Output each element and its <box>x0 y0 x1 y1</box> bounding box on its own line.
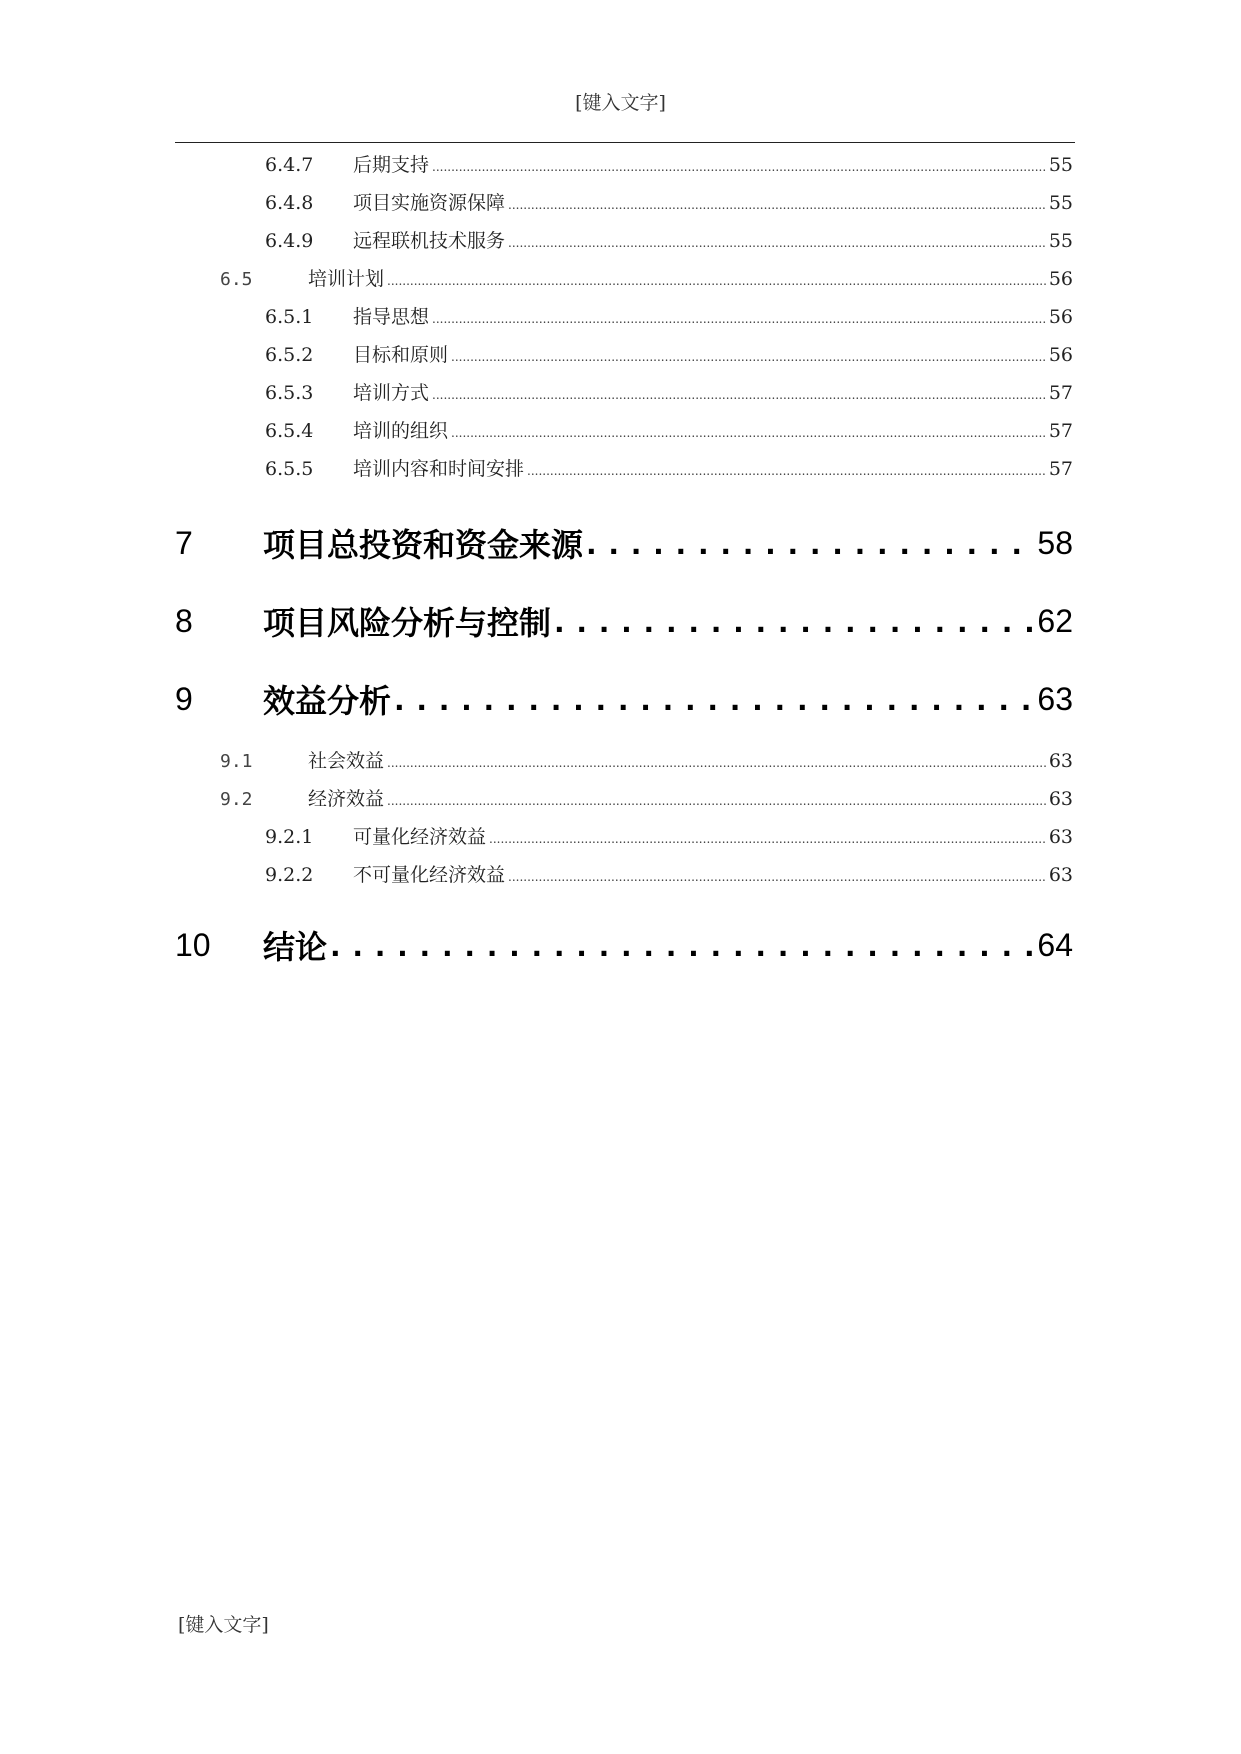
toc-entry-page: 63 <box>1048 826 1073 848</box>
dot-leader <box>508 864 1046 886</box>
dot-leader <box>508 230 1046 252</box>
toc-entry-title: 远程联机技术服务 <box>353 230 506 252</box>
toc-entry-page: 57 <box>1048 458 1073 480</box>
table-of-contents <box>175 150 1073 984</box>
toc-entry-9-1[interactable] <box>175 746 1073 784</box>
toc-entry-title: 可量化经济效益 <box>353 826 487 848</box>
toc-entry-number: 9.1 <box>220 751 253 772</box>
toc-entry-page: 63 <box>1048 750 1073 772</box>
toc-entry-title: 培训方式 <box>353 382 430 404</box>
dot-leader <box>586 524 1034 562</box>
toc-entry-6-4-8[interactable] <box>175 188 1073 226</box>
header-divider <box>175 142 1075 143</box>
toc-entry-page: 63 <box>1048 788 1073 810</box>
dot-leader <box>387 268 1046 290</box>
dot-leader <box>489 826 1046 848</box>
dot-leader <box>527 458 1046 480</box>
toc-entry-6-5-3[interactable] <box>175 378 1073 416</box>
toc-entry-title: 指导思想 <box>353 306 430 328</box>
toc-chapter-page: 64 <box>1037 926 1073 963</box>
toc-entry-number: 9.2.2 <box>265 864 314 886</box>
toc-entry-page: 57 <box>1048 382 1073 404</box>
dot-leader <box>387 750 1046 772</box>
toc-chapter-page: 58 <box>1037 524 1073 561</box>
toc-chapter-10[interactable] <box>175 906 1073 984</box>
dot-leader <box>451 344 1046 366</box>
toc-entry-page: 56 <box>1048 344 1073 366</box>
toc-entry-6-5-4[interactable] <box>175 416 1073 454</box>
toc-entry-title: 不可量化经济效益 <box>353 864 506 886</box>
toc-entry-page: 55 <box>1048 230 1073 252</box>
toc-entry-9-2-1[interactable] <box>175 822 1073 860</box>
toc-entry-number: 6.5.2 <box>265 344 314 366</box>
toc-entry-title: 目标和原则 <box>353 344 449 366</box>
dot-leader <box>432 382 1046 404</box>
toc-entry-page: 63 <box>1048 864 1073 886</box>
toc-entry-number: 6.5.4 <box>265 420 314 442</box>
toc-chapter-number: 10 <box>175 926 211 963</box>
toc-entry-page: 56 <box>1048 306 1073 328</box>
dot-leader <box>330 926 1034 964</box>
toc-entry-title: 项目实施资源保障 <box>353 192 506 214</box>
toc-chapter-page: 63 <box>1037 680 1073 717</box>
page-header: [键入文字] <box>575 92 666 114</box>
toc-chapter-number: 7 <box>175 524 193 561</box>
toc-chapter-title: 项目风险分析与控制 <box>263 604 552 642</box>
toc-entry-page: 55 <box>1048 154 1073 176</box>
dot-leader <box>554 602 1034 640</box>
toc-entry-number: 6.5.1 <box>265 306 314 328</box>
toc-entry-number: 6.5 <box>220 269 253 290</box>
toc-chapter-7[interactable] <box>175 504 1073 582</box>
toc-entry-6-4-7[interactable] <box>175 150 1073 188</box>
toc-entry-number: 9.2 <box>220 789 253 810</box>
toc-chapter-title: 项目总投资和资金来源 <box>263 526 584 564</box>
toc-entry-number: 6.5.3 <box>265 382 314 404</box>
dot-leader <box>508 192 1046 214</box>
toc-entry-page: 57 <box>1048 420 1073 442</box>
toc-chapter-title: 结论 <box>263 928 328 966</box>
toc-chapter-9[interactable] <box>175 660 1073 738</box>
toc-entry-title: 培训计划 <box>308 268 385 290</box>
toc-entry-number: 6.4.9 <box>265 230 314 252</box>
toc-chapter-number: 8 <box>175 602 193 639</box>
dot-leader <box>432 306 1046 328</box>
toc-entry-number: 6.5.5 <box>265 458 314 480</box>
toc-chapter-page: 62 <box>1037 602 1073 639</box>
toc-chapter-8[interactable] <box>175 582 1073 660</box>
dot-leader <box>451 420 1046 442</box>
toc-chapter-number: 9 <box>175 680 193 717</box>
toc-entry-9-2[interactable] <box>175 784 1073 822</box>
toc-entry-title: 经济效益 <box>308 788 385 810</box>
toc-entry-6-5[interactable] <box>175 264 1073 302</box>
toc-entry-title: 培训内容和时间安排 <box>353 458 525 480</box>
toc-entry-6-5-2[interactable] <box>175 340 1073 378</box>
toc-chapter-title: 效益分析 <box>263 682 392 720</box>
toc-entry-title: 社会效益 <box>308 750 385 772</box>
dot-leader <box>387 788 1046 810</box>
dot-leader <box>432 154 1046 176</box>
toc-entry-6-5-5[interactable] <box>175 454 1073 492</box>
toc-entry-9-2-2[interactable] <box>175 860 1073 898</box>
toc-entry-title: 培训的组织 <box>353 420 449 442</box>
toc-entry-title: 后期支持 <box>353 154 430 176</box>
toc-entry-page: 55 <box>1048 192 1073 214</box>
toc-entry-number: 6.4.8 <box>265 192 314 214</box>
toc-entry-page: 56 <box>1048 268 1073 290</box>
toc-entry-number: 6.4.7 <box>265 154 314 176</box>
toc-entry-6-4-9[interactable] <box>175 226 1073 264</box>
toc-entry-6-5-1[interactable] <box>175 302 1073 340</box>
page-footer: [键入文字] <box>178 1614 269 1636</box>
dot-leader <box>394 680 1034 718</box>
toc-entry-number: 9.2.1 <box>265 826 314 848</box>
